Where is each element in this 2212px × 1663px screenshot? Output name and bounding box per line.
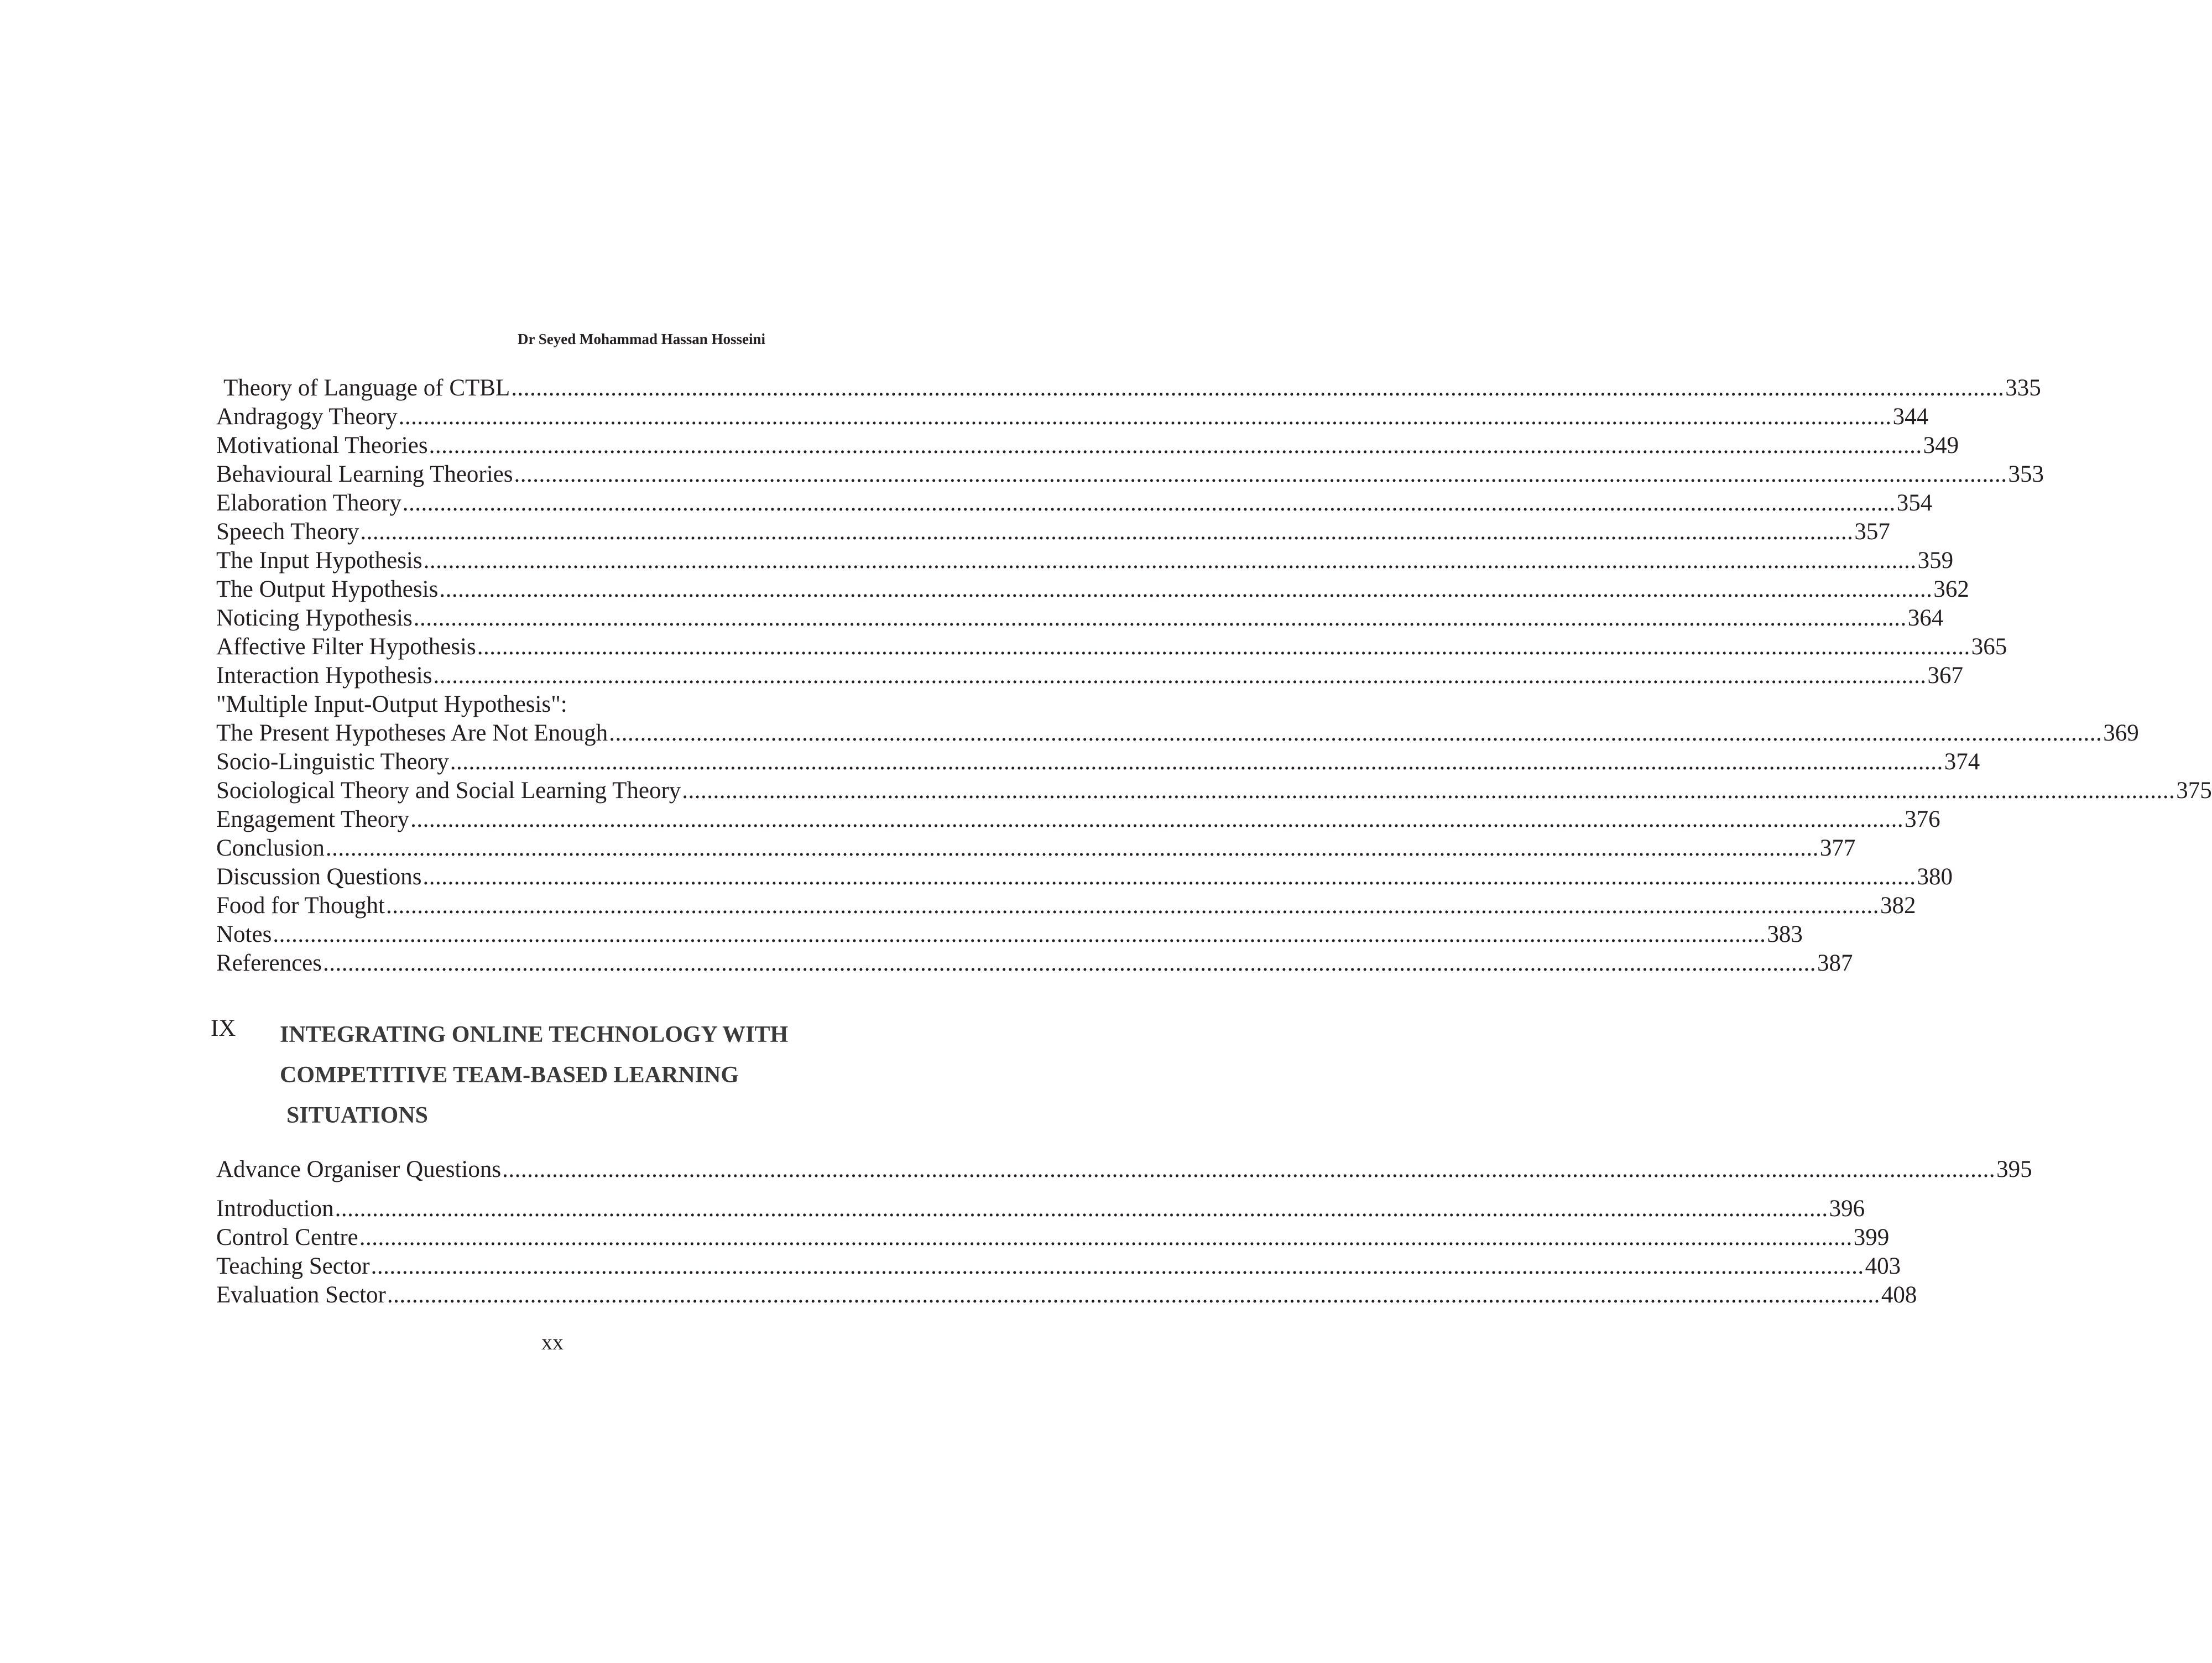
toc-entry-page: 359 — [1917, 548, 1954, 574]
toc-entry-page: 369 — [2103, 720, 2139, 746]
toc-entry — [216, 546, 1954, 575]
chapter-title-line: SITUATIONS — [286, 1103, 428, 1128]
dot-leader: ................................................................................................................................................................................................................................................ — [477, 634, 1970, 660]
dot-leader: ................................................................................................................................................................................................................................................ — [502, 1156, 1996, 1182]
toc-entry-page: 349 — [1923, 432, 1959, 458]
toc-entry-title: Elaboration Theory — [216, 490, 401, 516]
toc-entry — [216, 1155, 2032, 1184]
toc-entry — [216, 1281, 1917, 1310]
dot-leader: ................................................................................................................................................................................................................................................ — [682, 778, 2176, 804]
toc-entry — [216, 805, 1940, 834]
toc-entry-title: The Output Hypothesis — [216, 576, 439, 602]
toc-entry-title: "Multiple Input-Output Hypothesis": — [216, 691, 567, 717]
dot-leader: ................................................................................................................................................................................................................................................ — [386, 893, 1879, 919]
toc-entry — [216, 748, 1980, 776]
toc-list — [216, 1155, 2032, 1310]
toc-entry-title: Conclusion — [216, 835, 325, 861]
dot-leader: ................................................................................................................................................................................................................................................ — [387, 1282, 1880, 1308]
toc-entry — [216, 604, 1944, 633]
toc-entry-page: 362 — [1933, 576, 1969, 602]
toc-entry-page: 364 — [1907, 605, 1944, 631]
toc-entry — [216, 403, 1929, 431]
dot-leader: ................................................................................................................................................................................................................................................ — [511, 375, 2005, 401]
toc-entry-title: Andragogy Theory — [216, 404, 398, 430]
toc-entry — [216, 892, 1916, 920]
dot-leader: ................................................................................................................................................................................................................................................ — [439, 576, 1933, 602]
page-number: xx — [541, 1330, 564, 1354]
toc-entry-page: 395 — [1996, 1156, 2032, 1182]
toc-entry-page: 335 — [2005, 375, 2041, 401]
toc-entry — [216, 949, 1853, 978]
toc-entry-title: Noticing Hypothesis — [216, 605, 413, 631]
toc-entry-page: 387 — [1817, 950, 1853, 976]
toc-list — [216, 374, 2212, 978]
dot-leader: ................................................................................................................................................................................................................................................ — [335, 1196, 1828, 1222]
dot-leader: ................................................................................................................................................................................................................................................ — [359, 1224, 1853, 1250]
toc-entry-page: 403 — [1865, 1253, 1901, 1279]
dot-leader: ................................................................................................................................................................................................................................................ — [609, 720, 2103, 746]
toc-entry — [216, 719, 2139, 748]
toc-entry-title: Sociological Theory and Social Learning Theory — [216, 778, 681, 804]
dot-leader: ................................................................................................................................................................................................................................................ — [422, 864, 1916, 890]
toc-entry-title: Teaching Sector — [216, 1253, 370, 1279]
toc-entry-page: 380 — [1917, 864, 1953, 890]
toc-entry — [216, 1195, 1865, 1223]
toc-entry-title: Advance Organiser Questions — [216, 1156, 502, 1182]
toc-entry-page: 367 — [1927, 663, 1963, 689]
toc-entry-title: Behavioural Learning Theories — [216, 461, 513, 487]
toc-entry-page: 375 — [2176, 778, 2212, 804]
chapter-title-line: COMPETITIVE TEAM-BASED LEARNING — [280, 1062, 739, 1088]
toc-entry-page: 357 — [1854, 519, 1890, 545]
toc-entry-title: Engagement Theory — [216, 806, 410, 832]
toc-entry-page: 382 — [1880, 893, 1916, 919]
toc-entry — [216, 920, 1803, 949]
running-head: Dr Seyed Mohammad Hassan Hosseini — [518, 331, 766, 347]
toc-entry-title: Introduction — [216, 1196, 334, 1222]
toc-entry — [216, 834, 1856, 863]
toc-entry — [216, 1252, 1901, 1281]
toc-entry — [216, 1223, 1890, 1252]
toc-entry-page: 376 — [1905, 806, 1940, 832]
dot-leader: ................................................................................................................................................................................................................................................ — [322, 950, 1816, 976]
toc-entry-page: 365 — [1971, 634, 2007, 660]
toc-entry — [216, 661, 1963, 690]
chapter-number: IX — [211, 1015, 236, 1041]
dot-leader: ................................................................................................................................................................................................................................................ — [433, 663, 1927, 689]
dot-leader: ................................................................................................................................................................................................................................................ — [360, 519, 1854, 545]
toc-entry-page: 353 — [2008, 461, 2044, 487]
toc-entry-title: Notes — [216, 921, 272, 947]
toc-entry-title: Socio-Linguistic Theory — [216, 749, 449, 775]
dot-leader: ................................................................................................................................................................................................................................................ — [410, 806, 1904, 832]
toc-entry-page: 344 — [1892, 404, 1929, 430]
toc-entry-page: 399 — [1853, 1224, 1890, 1250]
dot-leader: ................................................................................................................................................................................................................................................ — [413, 605, 1907, 631]
toc-entry-title: The Present Hypotheses Are Not Enough — [216, 720, 608, 746]
toc-entry-page: 354 — [1896, 490, 1933, 516]
dot-leader: ................................................................................................................................................................................................................................................ — [273, 921, 1766, 947]
toc-entry-page: 396 — [1829, 1196, 1865, 1222]
chapter-title — [280, 1015, 788, 1136]
toc-entry — [216, 431, 1959, 460]
toc-entry — [216, 633, 2007, 661]
dot-leader: ................................................................................................................................................................................................................................................ — [402, 490, 1896, 516]
dot-leader: ................................................................................................................................................................................................................................................ — [371, 1253, 1864, 1279]
toc-entry — [216, 489, 1933, 518]
toc-entry — [216, 690, 851, 719]
toc-entry-title: The Input Hypothesis — [216, 548, 422, 574]
toc-entry-title: Theory of Language of CTBL — [223, 375, 510, 401]
toc-entry-title: Speech Theory — [216, 519, 359, 545]
toc-entry — [216, 518, 1890, 546]
toc-entry — [216, 776, 2212, 805]
dot-leader: ................................................................................................................................................................................................................................................ — [423, 548, 1917, 574]
toc-entry — [216, 460, 2044, 489]
toc-entry-title: Discussion Questions — [216, 864, 422, 890]
dot-leader: ................................................................................................................................................................................................................................................ — [450, 749, 1943, 775]
toc-entry-title: References — [216, 950, 322, 976]
toc-entry-title: Control Centre — [216, 1224, 358, 1250]
toc-entry-page: 374 — [1944, 749, 1980, 775]
toc-entry-page: 383 — [1767, 921, 1803, 947]
toc-entry-page: 408 — [1881, 1282, 1917, 1308]
dot-leader: ................................................................................................................................................................................................................................................ — [514, 461, 2007, 487]
chapter-title-line: INTEGRATING ONLINE TECHNOLOGY WITH — [280, 1022, 789, 1047]
dot-leader: ................................................................................................................................................................................................................................................ — [325, 835, 1819, 861]
toc-entry — [216, 863, 1953, 892]
toc-entry-title: Food for Thought — [216, 893, 385, 919]
toc-entry-title: Evaluation Sector — [216, 1282, 386, 1308]
toc-entry-page: 377 — [1819, 835, 1856, 861]
toc-entry-title: Affective Filter Hypothesis — [216, 634, 476, 660]
toc-entry — [216, 374, 2041, 403]
toc-entry — [216, 575, 1969, 604]
dot-leader: ................................................................................................................................................................................................................................................ — [398, 404, 1892, 430]
toc-entry-title: Interaction Hypothesis — [216, 663, 432, 689]
toc-entry-title: Motivational Theories — [216, 432, 428, 458]
dot-leader: ................................................................................................................................................................................................................................................ — [429, 432, 1922, 458]
